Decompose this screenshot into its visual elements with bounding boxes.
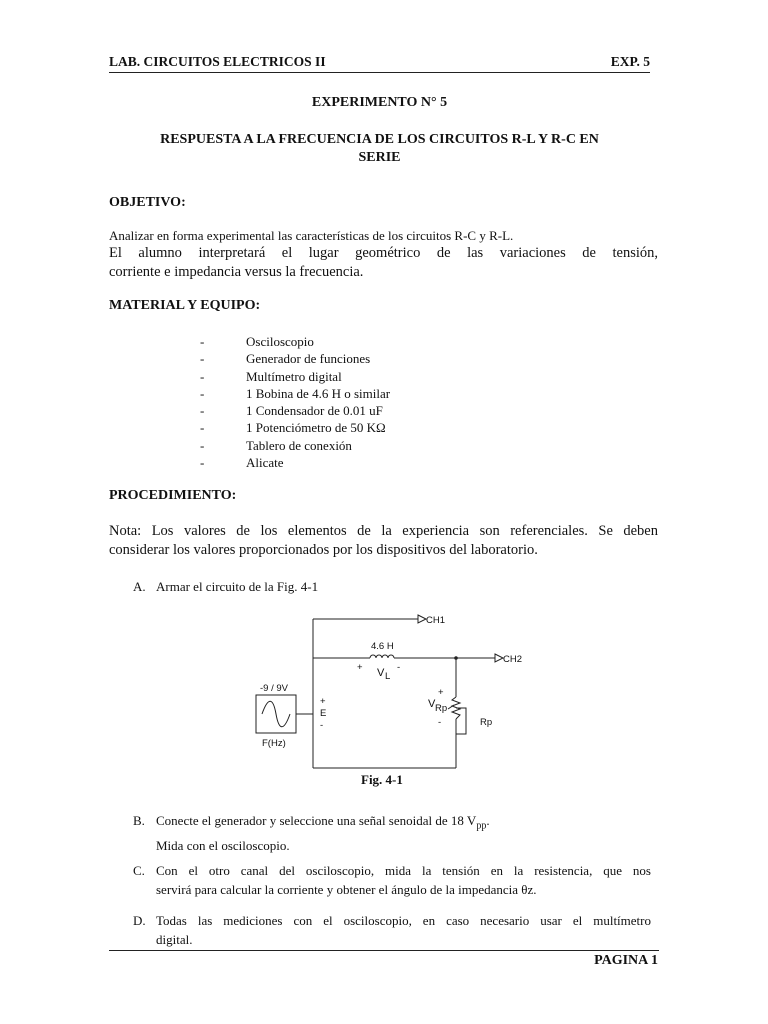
svg-text:+: + [438, 687, 444, 698]
arrow-ch2 [495, 654, 503, 662]
objetivo-line-2: El alumno interpretará el lugar geométrico de las variaciones de tensión, [109, 245, 658, 261]
objetivo-line-3: corriente e impedancia versus la frecuencia. [109, 264, 364, 280]
label-inductor: 4.6 H [371, 641, 394, 652]
svg-text:+: + [320, 696, 326, 707]
procedimiento-heading: PROCEDIMIENTO: [109, 488, 237, 503]
inductor-symbol [370, 655, 394, 658]
page-header [109, 54, 650, 73]
label-source-amp: -9 / 9V [260, 683, 288, 694]
footer-rule [109, 950, 659, 951]
svg-text:-: - [438, 717, 442, 728]
figure-caption: Fig. 4-1 [361, 772, 403, 787]
svg-text:L: L [385, 671, 391, 682]
page-number: PAGINA 1 [594, 953, 658, 968]
svg-text:-: - [320, 720, 324, 731]
objetivo-line-1: Analizar en forma experimental las características de los circuitos R-C y R-L. [109, 228, 514, 243]
material-heading: MATERIAL Y EQUIPO: [109, 298, 261, 313]
nota-line-2: considerar los valores proporcionados por los dispositivos del laboratorio. [109, 542, 538, 558]
label-vrp: V [428, 698, 436, 710]
label-ch2: CH2 [503, 654, 523, 665]
title-line-1: RESPUESTA A LA FRECUENCIA DE LOS CIRCUITOS R-L Y R-C EN [160, 132, 599, 147]
svg-text:+: + [357, 662, 363, 673]
experiment-number: EXPERIMENTO N° 5 [311, 95, 448, 110]
svg-text:Rp: Rp [435, 703, 448, 714]
label-rp: Rp [480, 717, 493, 728]
svg-text:-: - [397, 662, 401, 673]
objetivo-heading: OBJETIVO: [109, 195, 186, 210]
header-right: EXP. 5 [610, 54, 650, 69]
label-freq: F(Hz) [262, 738, 286, 749]
sine-icon [262, 701, 290, 727]
label-ch1: CH1 [426, 615, 446, 626]
header-left: LAB. CIRCUITOS ELECTRICOS II [109, 54, 326, 69]
label-e: E [320, 708, 327, 719]
title-line-2: SERIE [358, 150, 401, 165]
arrow-ch1 [418, 615, 426, 623]
circuit-diagram [240, 605, 530, 780]
nota-line-1: Nota: Los valores de los elementos de la experiencia son referenciales. Se deben [109, 523, 658, 539]
wiper-arrow [448, 705, 454, 709]
label-vl: V [377, 667, 385, 679]
